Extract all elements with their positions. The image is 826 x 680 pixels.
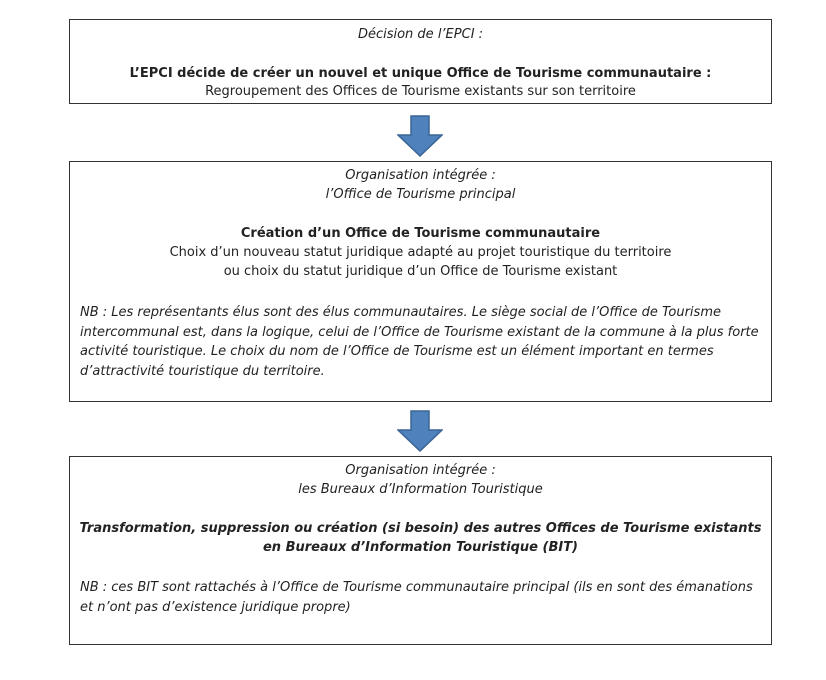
principal-office-body-line-1: Choix d’un nouveau statut juridique adapté au projet touristique du territoire: [169, 245, 672, 260]
bit-title-line-2: en Bureaux d’Information Touristique (BIT): [262, 540, 578, 555]
principal-office-title: Création d’un Office de Tourisme communautaire: [240, 226, 601, 241]
decision-box: [69, 19, 772, 104]
principal-office-box: [69, 161, 772, 402]
arrow-shape: [398, 116, 442, 156]
bit-title-line-1: Transformation, suppression ou création (si besoin) des autres Offices de Tourisme existants: [79, 521, 762, 536]
principal-office-body-line-2: ou choix du statut juridique d’un Office de Tourisme existant: [223, 264, 618, 279]
decision-body: Regroupement des Offices de Tourisme existants sur son territoire: [205, 84, 636, 99]
decision-heading: Décision de l’EPCI :: [357, 27, 484, 42]
principal-office-note: NB : Les représentants élus sont des élus communautaires. Le siège social de l’Office de Tourisme intercommunal est, dans la logique, celui de l’Office de Tourisme existant de la commune à la plus forte activité touristique. Le choix du nom de l’Office de Tourisme est un élément important en termes d’attractivité touristique du territoire.: [80, 305, 759, 379]
principal-office-heading-line-1: Organisation intégrée :: [345, 168, 496, 183]
bit-box: [69, 456, 772, 645]
down-arrow-icon: [397, 410, 443, 452]
principal-office-heading-line-2: l’Office de Tourisme principal: [325, 187, 516, 202]
arrow-shape: [398, 411, 442, 451]
down-arrow-icon: [397, 115, 443, 157]
bit-note: NB : ces BIT sont rattachés à l’Office de Tourisme communautaire principal (ils en sont des émanations et n’ont pas d’existence juridique propre): [80, 580, 753, 615]
bit-heading-line-1: Organisation intégrée :: [345, 463, 496, 478]
bit-heading-line-2: les Bureaux d’Information Touristique: [298, 482, 543, 497]
decision-title: L’EPCI décide de créer un nouvel et unique Office de Tourisme communautaire :: [129, 66, 712, 81]
